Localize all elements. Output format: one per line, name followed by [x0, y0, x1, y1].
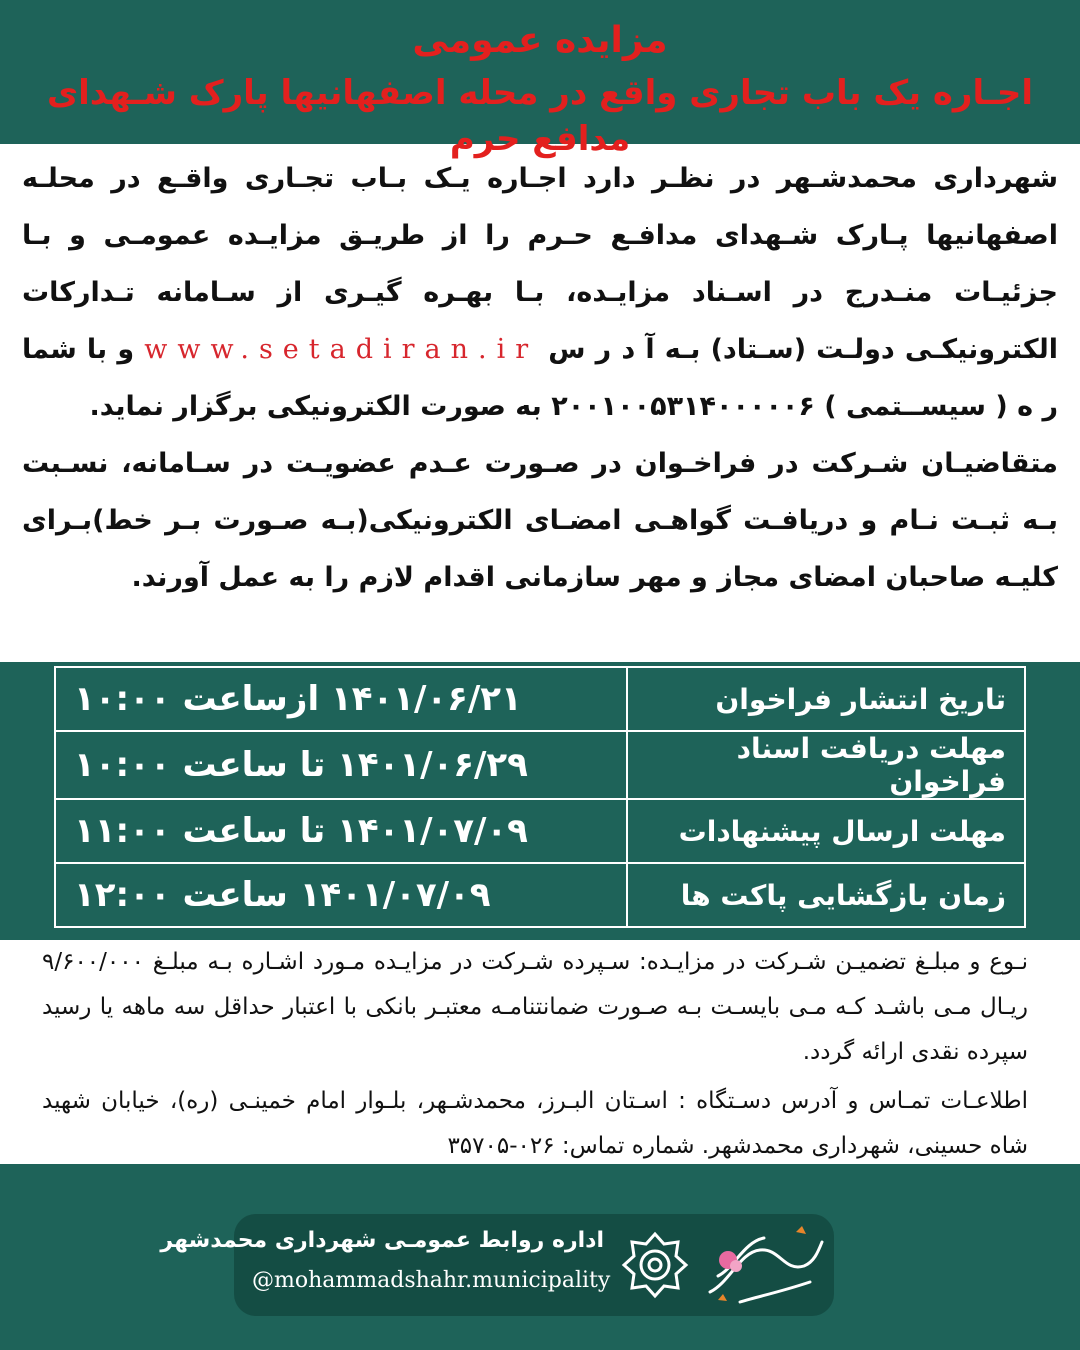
- schedule-label: زمان بازگشایی پاکت ها: [627, 863, 1025, 927]
- schedule-value: ۱۴۰۱/۰۶/۲۱ ازساعت ۱۰:۰۰: [55, 667, 627, 731]
- social-handle[interactable]: @mohammadshahr.municipality: [252, 1268, 611, 1293]
- schedule-value: ۱۴۰۱/۰۷/۰۹ ساعت ۱۲:۰۰: [55, 863, 627, 927]
- intro-p1-after: و با شما ر ه ( سیســتمی ) ۲۰۰۱۰۰۵۳۱۴۰۰۰۰۰۶ به صورت الکترونیکی برگزار نماید.: [22, 334, 1058, 422]
- schedule-value: ۱۴۰۱/۰۷/۰۹ تا ساعت ۱۱:۰۰: [55, 799, 627, 863]
- intro-text: [22, 150, 1058, 606]
- guarantee-note: نـوع و مبلـغ تضمیـن شـرکت در مزایـده: سـپرده شـرکت در مزایـده مـورد اشـاره بـه مبلـغ ۹/۶۰۰/۰۰۰ ریـال مـی باشـد کـه مـی بایسـت بـه صـورت ضمانتنامـه معتبـر بانکی با اعتبار حداقل سه ماهه یا رسید سپرده نقدی ارائه گردد.: [42, 949, 1028, 1065]
- schedule-label: مهلت ارسال پیشنهادات: [627, 799, 1025, 863]
- city-logo-icon: [700, 1222, 828, 1310]
- schedule-table: [54, 666, 1026, 928]
- intro-p1-before: شهرداری محمدشـهر در نظـر دارد اجـاره یـک بـاب تجـاری واقـع در محلـه اصفهانیها پـارک شـهدای مدافـع حـرم را از طریـق مزایـده عمومـی و بـا جزئیـات منـدرج در اسـناد مزایـده، بـا بهـره گیـری از سـامانه تـدارکات الکترونیکـی دولـت (سـتاد) بـه آ د ر س: [22, 163, 1058, 365]
- intro-paragraph-2: متقاضیـان شـرکت در فراخـوان در صـورت عـدم عضویـت در سـامانه، نسـبت بـه ثبـت نـام و دریافـت گواهـی امضـای الکترونیکی(بـه صـورت بـر خط)بـرای کلیـه صاحبان امضای مجاز و مهر سازمانی اقدام لازم را به عمل آورند.: [22, 448, 1058, 593]
- table-row: [55, 799, 1025, 863]
- header-band: [0, 0, 1080, 159]
- page-subtitle: اجـاره یک باب تجاری واقع در محله اصفهانیها پارک شـهدای مدافع حرم: [46, 73, 1034, 159]
- contact-note: اطلاعـات تمـاس و آدرس دسـتگاه : اسـتان البـرز، محمدشـهر، بلـوار امام خمینـی (ره)، خیابان شهید شاه حسینی، شهرداری محمدشهر. شماره تماس: ۰۲۶-۳۵۷۰۵: [42, 1088, 1028, 1159]
- page-title: مزایده عمومی: [412, 20, 668, 61]
- municipality-emblem-icon: [620, 1230, 690, 1300]
- municipality-badge: [160, 1214, 834, 1316]
- intro-paragraph-1: [22, 150, 1058, 435]
- table-row: [55, 731, 1025, 799]
- schedule-value: ۱۴۰۱/۰۶/۲۹ تا ساعت ۱۰:۰۰: [55, 731, 627, 799]
- table-row: [55, 667, 1025, 731]
- website-link[interactable]: www.setadiran.ir: [144, 334, 539, 365]
- table-row: [55, 863, 1025, 927]
- schedule-label: تاریخ انتشار فراخوان: [627, 667, 1025, 731]
- org-name: اداره روابط عمومـی شهرداری محمدشهر: [160, 1228, 604, 1253]
- notes-text: [42, 940, 1028, 1173]
- schedule-label: مهلت دریافت اسناد فراخوان: [627, 731, 1025, 799]
